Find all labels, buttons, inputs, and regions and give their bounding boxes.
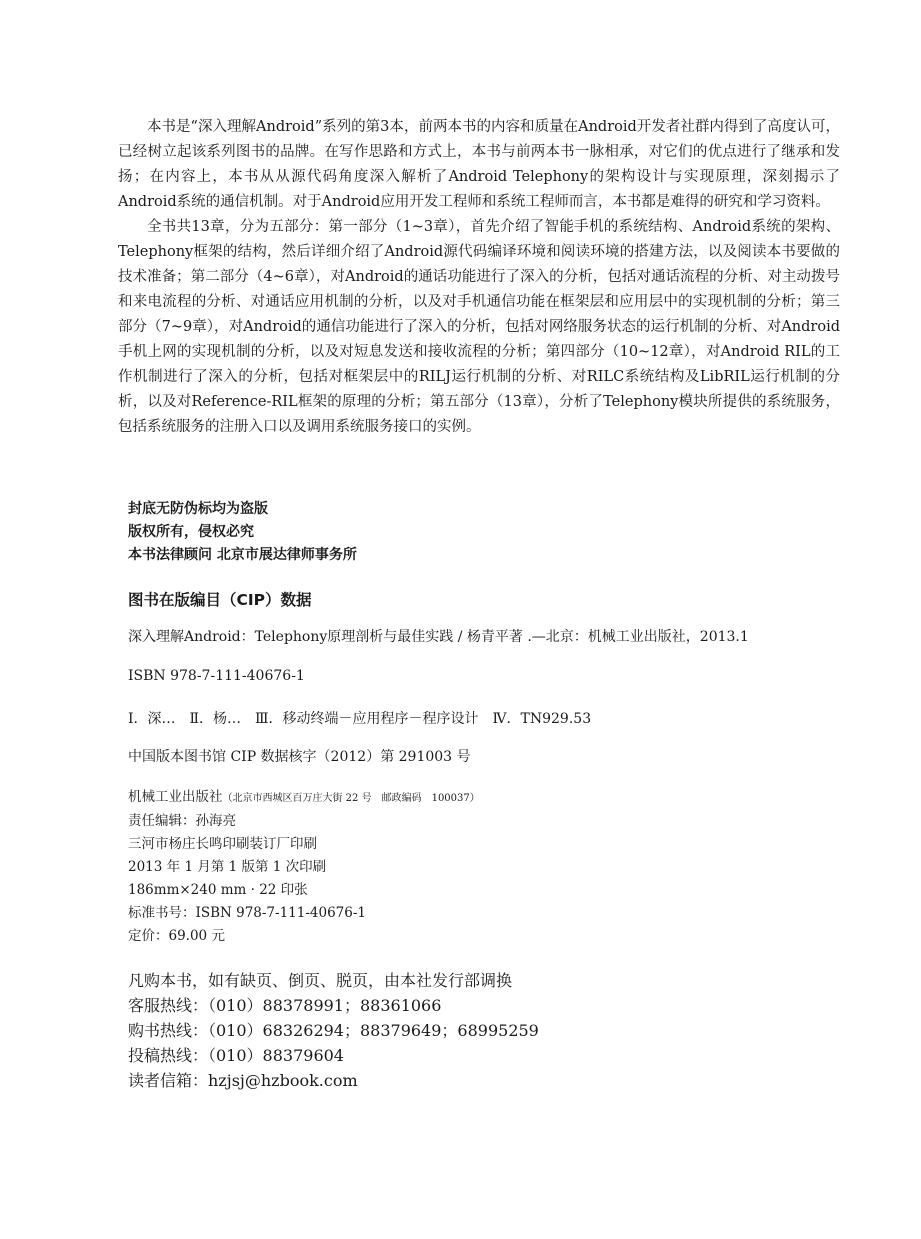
legal-notice [128,498,357,567]
cip-isbn: ISBN 978-7-111-40676-1 [128,668,305,684]
submission-hotline: 投稿热线：（010）88379604 [128,1046,344,1065]
intro-paragraph-2: 全书共13章，分为五部分：第一部分（1~3章），首先介绍了智能手机的系统结构、Android系统的架构、Telephony框架的结构，然后详细介绍了Android源代码编译环境和阅读环境的搭建方法，以及阅读本书要做的技术准备；第二部分（4~6章），对Android的通话功能进行了深入的分析，包括对通话流程的分析、对主动拨号和来电流程的分析、对通话应用机制的分析，以及对手机通信功能在框架层和应用层中的实现机制的分析；第三部分（7~9章），对Android的通信功能进行了深入的分析，包括对网络服务状态的运行机制的分析、对Android手机上网的实现机制的分析，以及对短息发送和接收流程的分析；第四部分（10~12章），对Android RIL的工作机制进行了深入的分析，包括对框架层中的RILJ运行机制的分析、对RILC系统结构及LibRIL运行机制的分析，以及对Reference-RIL框架的原理的分析；第五部分（13章），分析了Telephony模块所提供的系统服务，包括系统服务的注册入口以及调用系统服务接口的实例。 [118,219,840,435]
publisher-address: （北京市西城区百万庄大街 22 号 邮政编码 100037） [222,793,480,804]
book-format: 186mm×240 mm · 22 印张 [128,882,308,898]
printer: 三河市杨庄长鸣印刷装订厂印刷 [128,836,317,852]
edition: 2013 年 1 月第 1 版第 1 次印刷 [128,859,327,875]
price: 定价：69.00 元 [128,928,225,944]
publisher-name: 机械工业出版社 [128,789,223,805]
cip-record: 深入理解Android：Telephony原理剖析与最佳实践 / 杨青平著 .—北京：机械工业出版社，2013.1 [128,629,749,645]
publisher-info [128,786,480,948]
contact-info [128,968,539,1093]
cip-classification: Ⅰ．深… Ⅱ．杨… Ⅲ．移动终端－应用程序－程序设计 Ⅳ．TN929.53 [128,711,592,727]
reader-email: 读者信箱：hzjsj@hzbook.com [128,1071,358,1090]
intro-paragraph-1: 本书是“深入理解Android”系列的第3本，前两本书的内容和质量在Android开发者社群内得到了高度认可，已经树立起该系列图书的品牌。在写作思路和方式上，本书与前两本书一脉相承，对它们的优点进行了继承和发扬；在内容上，本书从从源代码角度深入解析了Android Telephony的架构设计与实现原理，深刻揭示了Android系统的通信机制。对于Android应用开发工程师和系统工程师而言，本书都是难得的研究和学习资料。 [118,119,840,210]
cip-heading: 图书在版编目（CIP）数据 [128,591,312,609]
publisher-line [128,786,480,810]
anti-piracy-notice: 封底无防伪标均为盗版 [128,501,268,517]
copyright-notice: 版权所有，侵权必究 [128,524,254,540]
legal-counsel: 本书法律顾问 北京市展达律师事务所 [128,547,357,563]
book-introduction [118,115,840,440]
standard-number: 标准书号：ISBN 978-7-111-40676-1 [128,905,367,921]
cip-check-number: 中国版本图书馆 CIP 数据核字（2012）第 291003 号 [128,749,471,765]
service-hotline: 客服热线：（010）88378991；88361066 [128,996,442,1015]
purchase-hotline: 购书热线：（010）68326294；88379649；68995259 [128,1021,539,1040]
responsible-editor: 责任编辑：孙海亮 [128,813,236,829]
exchange-note: 凡购本书，如有缺页、倒页、脱页，由本社发行部调换 [128,971,513,990]
